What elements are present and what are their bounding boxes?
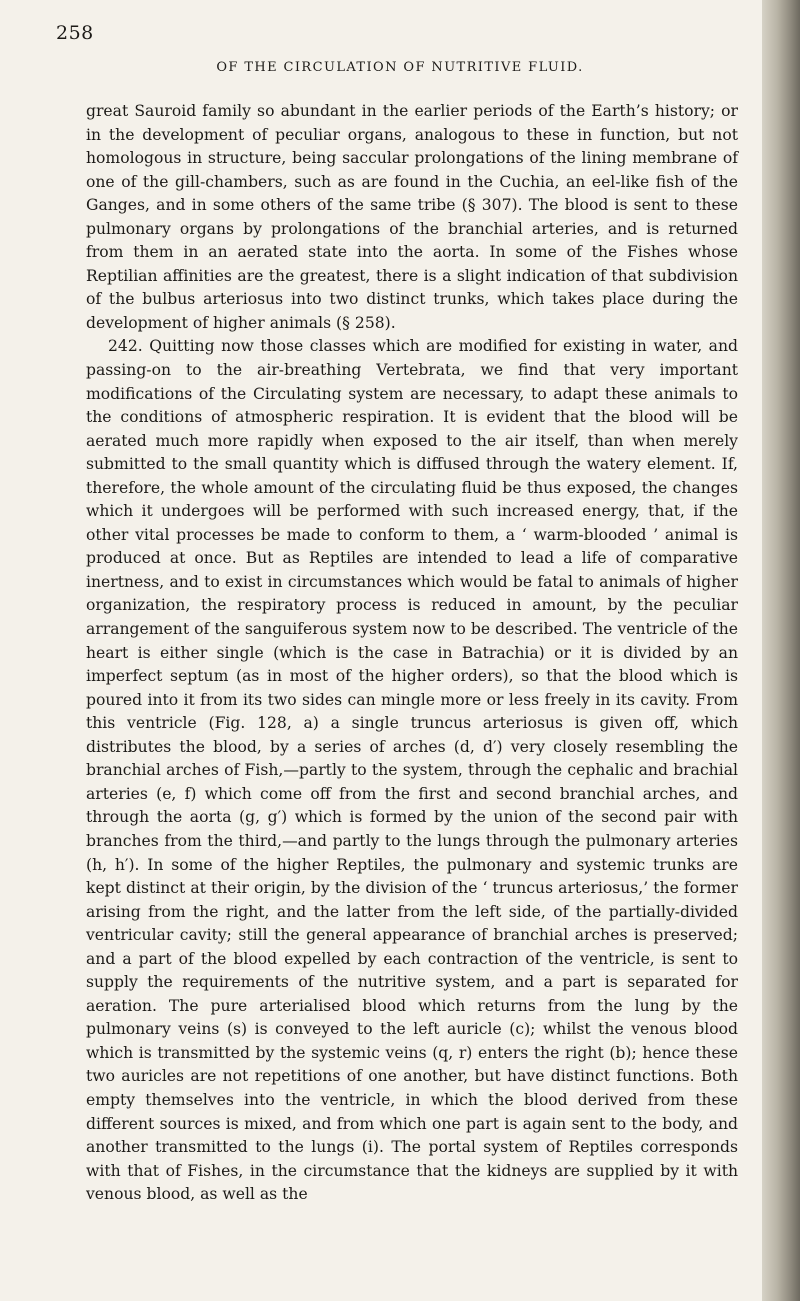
paragraph-text: 242. Quitting now those classes which are modified for existing in water, and passing-on to the air-breathing Vertebrata, we find that very important modifications of the Circulating system are necessary, to adapt these animals to the conditions of atmospheric respiration. It is evident that the blood will be aerated much more rapidly when exposed to the air itself, than when merely submitted to the small quantity which is diffused through the watery element. If, therefore, the whole amount of the circulating fluid be thus exposed, the changes which it undergoes will be performed with such increased energy, that, if the other vital processes be made to conform to them, a ‘ warm-blooded ’ animal is produced at once. But as Reptiles are intended to lead a life of comparative inertness, and to exist in circumstances which would be fatal to animals of higher organization, the respiratory process is reduced in amount, by the peculiar arrangement of the sanguiferous system now to be described. The ventricle of the heart is either single (which is the case in Batrachia) or it is divided by an imperfect septum (as in most of the higher orders), so that the blood which is poured into it from its two sides can mingle more or less freely in its cavity. From this ventricle (Fig. 128, a) a single truncus arteriosus is given off, which distributes the blood, by a series of arches (d, d′) very closely resembling the branchial arches of Fish,—partly to the system, through the cephalic and brachial arteries (e, f) which come off from the first and second branchial arches, and through the aorta (g, g′) which is formed by the union of the second pair with branches from the third,—and partly to the lungs through the pulmonary arteries (h, h′). In some of the higher Reptiles, the pulmonary and systemic trunks are kept distinct at their origin, by the division of the ‘ truncus arteriosus,’ the former arising from the right, and the latter from the left side, of the partially-divided ventricular cavity; still the general appearance of branchial arches is preserved; and a part of the blood expelled by each contraction of the ventricle, is sent to supply the requirements of the nutritive system, and a part is separated for aeration. The pure arterialised blood which returns from the lung by the pulmonary veins (s) is conveyed to the left auricle (c); whilst the venous blood which is transmitted by the systemic veins (q, r) enters the right (b); hence these two auricles are not repetitions of one another, but have distinct functions. Both empty themselves into the ventricle, in which the blood derived from these different sources is mixed, and from which one part is again sent to the body, and another transmitted to the lungs (i). The portal system of Reptiles corresponds with that of Fishes, in the circumstance that the kidneys are supplied by it with venous blood, as well as the [86,337,738,1204]
body-text [86,100,738,1207]
paragraph-continuation [86,100,738,335]
running-title: OF THE CIRCULATION OF NUTRITIVE FLUID. [216,60,584,75]
running-head [56,22,730,86]
paragraph-section-242 [86,335,738,1206]
page-number: 258 [56,22,94,44]
page-edge-shadow [762,0,800,1301]
paragraph-text: great Sauroid family so abundant in the earlier periods of the Earth’s history; or in the development of peculiar organs, analogous to these in function, but not homologous in structure, being saccular prolongations of the lining membrane of one of the gill-chambers, such as are found in the Cuchia, an eel-like fish of the Ganges, and in some others of the same tribe (§ 307). The blood is sent to these pulmonary organs by prolongations of the branchial arteries, and is returned from them in an aerated state into the aorta. In some of the Fishes whose Reptilian affinities are the greatest, there is a slight indication of that subdivision of the bulbus arteriosus into two distinct trunks, which takes place during the development of higher animals (§ 258). [86,102,738,332]
